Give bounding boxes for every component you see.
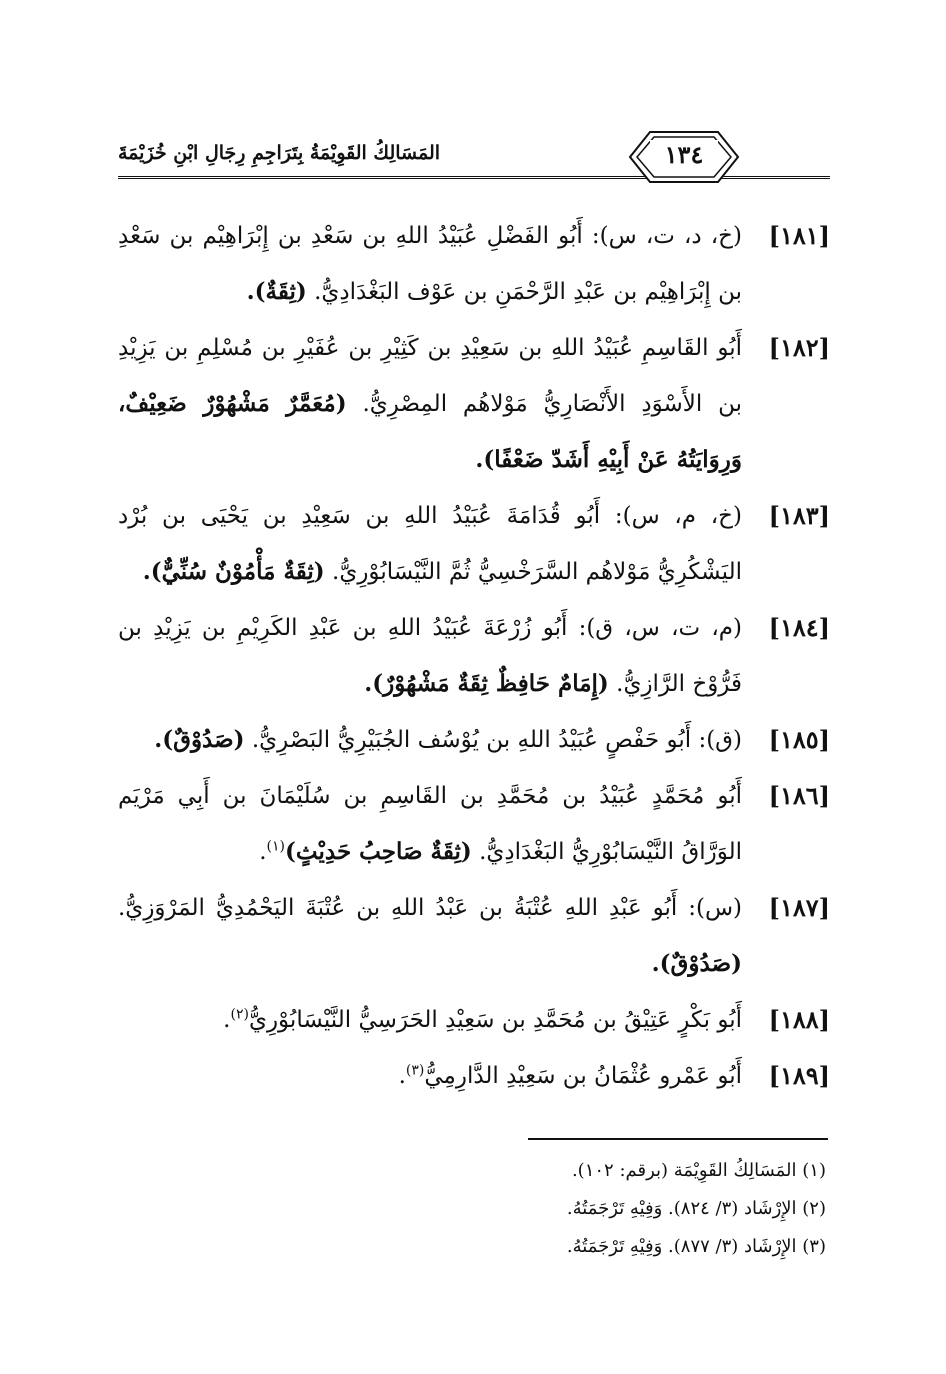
footnote-reference: (١) [266, 838, 286, 855]
entry-period: . [259, 839, 267, 865]
entry-number: [١٨٤] [768, 613, 830, 642]
footnote: (١) المَسَالِكُ القَوِيْمَة (برقم: ١٠٢). [571, 1160, 826, 1181]
footnotes [118, 1152, 826, 1266]
entry-grade: (ثِقَةٌ صَاحِبُ حَدِيْثٍ) [285, 838, 472, 865]
biography-entries [118, 208, 830, 1104]
entry-text: أَبُو مُحَمَّدٍ عُبَيْدُ بن مُحَمَّدِ بن القَاسِمِ بن سُلَيْمَانَ بن أَبِي مَرْيَم الوَرَّاقُ النَّيْسَابُوْرِيُّ البَغْدَادِيُّ. [118, 783, 742, 865]
footnote: (٣) الإِرْشَاد (٣/ ٨٧٧). وَفِيْهِ تَرْجَمَتُهُ. [566, 1236, 826, 1257]
entry-text: أَبُو عَمْرو عُثْمَانُ بن سَعِيْدِ الدَّارِمِيُّ [424, 1063, 742, 1089]
entry-grade: (صَدُوْقٌ). [651, 950, 742, 977]
page-header [118, 118, 830, 198]
entry-number: [١٨٥] [768, 725, 830, 754]
footnote-reference: (٣) [405, 1062, 425, 1079]
footnote-separator [528, 1138, 828, 1140]
entry-text: أَبُو بَكْرٍ عَتِيْقُ بن مُحَمَّدِ بن سَعِيْدِ الحَرَسِيُّ النَّيْسَابُوْرِيُّ [248, 1007, 742, 1033]
entry-number: [١٨٧] [768, 893, 830, 922]
entry-number: [١٨٣] [768, 501, 830, 530]
entry-period: . [398, 1063, 406, 1089]
entry-period: . [223, 1007, 231, 1033]
entry-text: (م، ت، س، ق): أَبُو زُرْعَةَ عُبَيْدُ اللهِ بن عَبْدِ الكَرِيْمِ بن يَزِيْدِ بن فَرُّوْخ الرَّازِيُّ. [118, 615, 742, 697]
biography-entry [118, 600, 830, 712]
entry-text: (خ، م، س): أَبُو قُدَامَةَ عُبَيْدُ اللهِ بن سَعِيْدِ بن يَحْيَى بن بُرْد اليَشْكُرِيُّ مَوْلاهُم السَّرَخْسِيُّ ثُمَّ النَّيْسَابُوْرِيُّ. [118, 503, 742, 585]
running-title: المَسَالِكُ القَوِيْمَةُ بِتَرَاجِمِ رِجَالِ ابْنِ خُزَيْمَةَ [118, 142, 441, 164]
biography-entry [118, 488, 830, 600]
biography-entry [118, 1048, 830, 1104]
biography-entry [118, 768, 830, 880]
biography-entry [118, 320, 830, 488]
entry-grade: (ثِقَةٌ). [246, 278, 307, 305]
entry-number: [١٨٩] [768, 1061, 830, 1090]
entry-text: (س): أَبُو عَبْدِ اللهِ عُتْبَةُ بن عَبْدُ اللهِ بن عُتْبَةَ اليَحْمُدِيُّ المَرْوَزِيُّ. [118, 895, 742, 921]
biography-entry [118, 208, 830, 320]
entry-number: [١٨٢] [768, 333, 830, 362]
entry-grade: (مُعَمَّرٌ مَشْهُوْرٌ ضَعِيْفٌ، وَرِوَايَتُهُ عَنْ أَبِيْهِ أَشَدّ ضَعْفًا). [118, 390, 742, 473]
page-number-badge [628, 130, 740, 184]
entry-text: أَبُو القَاسِمِ عُبَيْدُ اللهِ بن سَعِيْدِ بن كَثِيْرِ بن عُفَيْرِ بن مُسْلِمِ بن يَزِيْدِ بن الأَسْوَدِ الأَنْصَارِيُّ مَوْلاهُم المِصْرِيُّ. [118, 335, 742, 417]
footnote: (٢) الإِرْشَاد (٣/ ٨٢٤). وَفِيْهِ تَرْجَمَتُهُ. [566, 1198, 826, 1219]
biography-entry [118, 880, 830, 992]
entry-grade: (ثِقَةٌ مَأْمُوْنٌ سُنِّيٌّ). [142, 558, 325, 585]
footnote-reference: (٢) [230, 1006, 249, 1023]
entry-number: [١٨٦] [768, 781, 830, 810]
entry-text: (خ، د، ت، س): أَبُو الفَضْلِ عُبَيْدُ اللهِ بن سَعْدِ بن إِبْرَاهِيْم بن سَعْدِ بن إِبْرَاهِيْم بن عَبْدِ الرَّحْمَنِ بن عَوْف البَغْدَادِيُّ. [118, 223, 742, 305]
entry-text: (ق): أَبُو حَفْصٍ عُبَيْدُ اللهِ بن يُوْسُف الجُبَيْرِيُّ البَصْرِيُّ. [251, 727, 742, 753]
biography-entry [118, 992, 830, 1048]
entry-grade: (صَدُوْقٌ). [154, 726, 245, 753]
biography-entry [118, 712, 830, 768]
entry-grade: (إِمَامٌ حَافِظٌ ثِقَةٌ مَشْهُوْرٌ). [364, 670, 609, 697]
entry-number: [١٨٨] [768, 1005, 830, 1034]
entry-number: [١٨١] [768, 221, 830, 250]
page-number: ١٣٤ [650, 140, 718, 169]
